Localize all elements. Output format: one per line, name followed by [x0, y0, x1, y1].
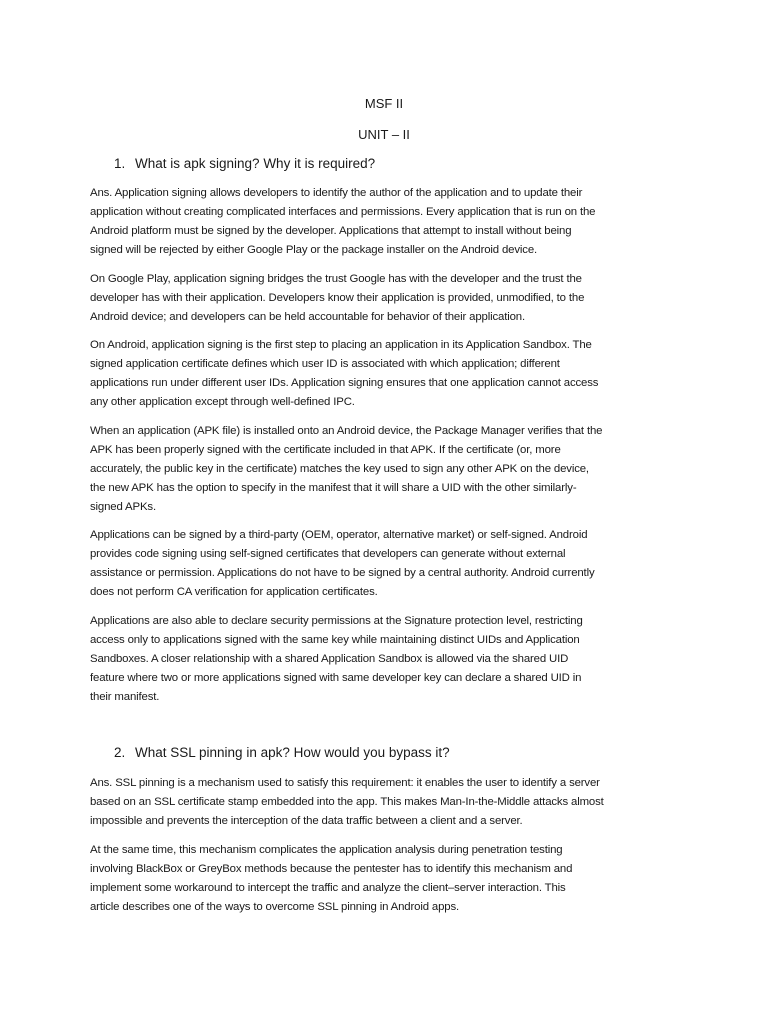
- text-line: their manifest.: [90, 691, 160, 703]
- text-line: accurately, the public key in the certificate) matches the key used to sign any other APK on the device,: [90, 463, 589, 475]
- text-line: based on an SSL certificate stamp embedded into the app. This makes Man-In-the-Middle attacks almost: [90, 796, 604, 808]
- text-line: Android platform must be signed by the developer. Applications that attempt to install without being: [90, 225, 572, 237]
- text-line: developer has with their application. Developers know their application is provided, unmodified, to the: [90, 292, 585, 304]
- answer-2-paragraph-2: [90, 841, 680, 917]
- unit-heading: UNIT – II: [358, 127, 410, 142]
- answer-1-paragraph-5: [90, 526, 680, 602]
- text-line: Ans. Application signing allows developers to identify the author of the application and to update their: [90, 187, 583, 199]
- text-line: access only to applications signed with the same key while maintaining distinct UIDs and Application: [90, 634, 580, 646]
- text-line: Ans. SSL pinning is a mechanism used to satisfy this requirement: it enables the user to identify a server: [90, 777, 600, 789]
- text-line: APK has been properly signed with the certificate included in that APK. If the certificate (or, more: [90, 444, 561, 456]
- text-line: signed APKs.: [90, 501, 156, 513]
- answer-1-paragraph-4: [90, 422, 680, 517]
- answer-2-paragraph-1: [90, 774, 680, 831]
- text-line: At the same time, this mechanism complicates the application analysis during penetration testing: [90, 844, 563, 856]
- text-line: provides code signing using self-signed certificates that developers can generate without external: [90, 548, 566, 560]
- question-text: What is apk signing? Why it is required?: [135, 156, 376, 171]
- text-line: Sandboxes. A closer relationship with a shared Application Sandbox is allowed via the shared UID: [90, 653, 569, 665]
- text-line: the new APK has the option to specify in the manifest that it will share a UID with the other similarly-: [90, 482, 577, 494]
- text-line: any other application except through well-defined IPC.: [90, 396, 355, 408]
- question-1: [114, 155, 375, 173]
- question-number: 2.: [114, 745, 126, 760]
- text-line: feature where two or more applications signed with same developer key can declare a shared UID in: [90, 672, 582, 684]
- answer-1-paragraph-1: [90, 184, 680, 260]
- answer-1-paragraph-6: [90, 612, 680, 707]
- question-text: What SSL pinning in apk? How would you bypass it?: [135, 745, 450, 760]
- text-line: implement some workaround to intercept the traffic and analyze the client–server interaction. This: [90, 882, 566, 894]
- question-number: 1.: [114, 156, 126, 171]
- text-line: impossible and prevents the interception of the data traffic between a client and a server.: [90, 815, 523, 827]
- question-2: [114, 744, 450, 762]
- answer-1-paragraph-2: [90, 270, 680, 327]
- text-line: article describes one of the ways to overcome SSL pinning in Android apps.: [90, 901, 460, 913]
- answer-1-paragraph-3: [90, 336, 680, 412]
- text-line: does not perform CA verification for application certificates.: [90, 586, 378, 598]
- text-line: On Android, application signing is the first step to placing an application in its Application Sandbox. The: [90, 339, 592, 351]
- text-line: signed will be rejected by either Google Play or the package installer on the Android device.: [90, 244, 538, 256]
- text-line: signed application certificate defines which user ID is associated with which application; different: [90, 358, 560, 370]
- text-line: Android device; and developers can be held accountable for behavior of their application.: [90, 311, 525, 323]
- text-line: Applications are also able to declare security permissions at the Signature protection level, restricting: [90, 615, 583, 627]
- text-line: assistance or permission. Applications do not have to be signed by a central authority. Android currently: [90, 567, 595, 579]
- text-line: Applications can be signed by a third-party (OEM, operator, alternative market) or self-signed. Android: [90, 529, 588, 541]
- text-line: applications run under different user IDs. Application signing ensures that one application cannot access: [90, 377, 599, 389]
- document-title: MSF II: [364, 96, 404, 111]
- text-line: On Google Play, application signing bridges the trust Google has with the developer and the trust the: [90, 273, 582, 285]
- text-line: application without creating complicated interfaces and permissions. Every application that is run on the: [90, 206, 596, 218]
- text-line: When an application (APK file) is installed onto an Android device, the Package Manager verifies that the: [90, 425, 603, 437]
- text-line: involving BlackBox or GreyBox methods because the pentester has to identify this mechanism and: [90, 863, 573, 875]
